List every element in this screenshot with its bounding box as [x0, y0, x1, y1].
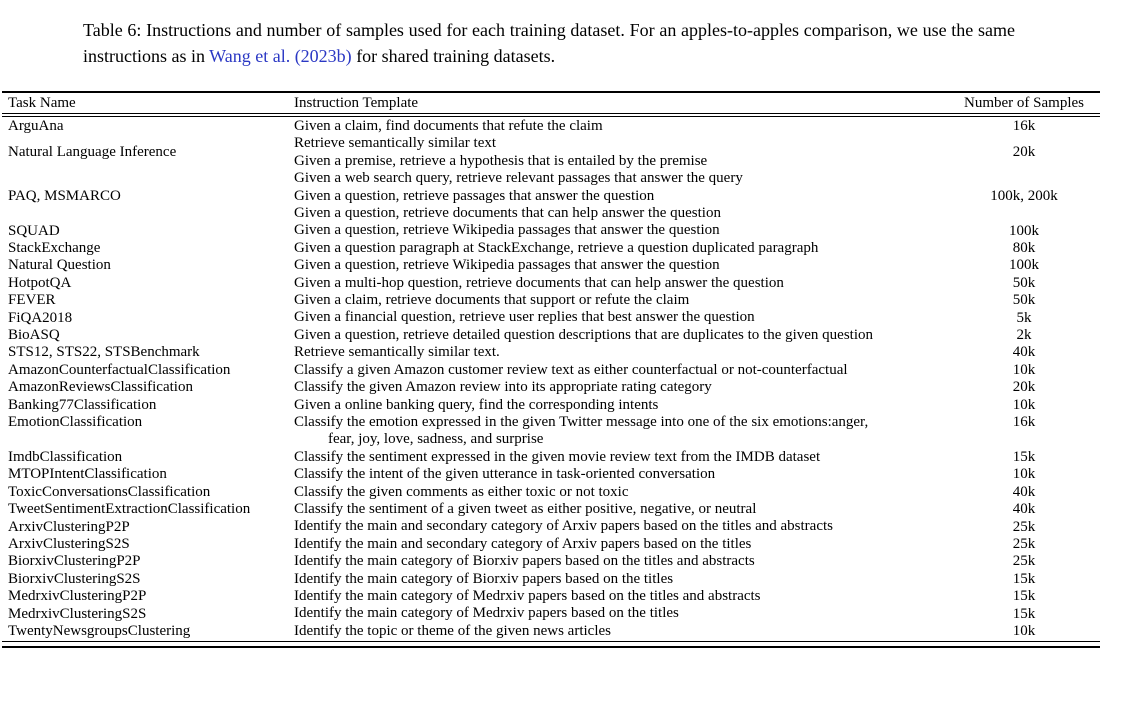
- instruction-line: Given a question, retrieve Wikipedia passages that answer the question: [294, 222, 720, 239]
- instruction-line: Identify the main category of Biorxiv papers based on the titles: [294, 570, 674, 587]
- instruction-cell: [294, 118, 948, 135]
- table-row: [2, 501, 1100, 518]
- instruction-line: Given a question paragraph at StackExchange, retrieve a question duplicated paragraph: [294, 239, 819, 256]
- table-row: [2, 414, 1100, 449]
- samples-cell: 50k: [1012, 292, 1036, 309]
- instruction-line: Identify the topic or theme of the given news articles: [294, 622, 611, 639]
- instruction-line: Given a financial question, retrieve user replies that best answer the question: [294, 309, 755, 326]
- samples-cell: 25k: [1012, 518, 1036, 535]
- table-row: [2, 362, 1100, 379]
- samples-cell: 40k: [1012, 344, 1036, 361]
- table-bottom-rule: [2, 641, 1100, 648]
- instruction-line: Given a claim, retrieve documents that support or refute the claim: [294, 292, 690, 309]
- instruction-cell: [294, 240, 948, 257]
- samples-cell: 16k: [1012, 413, 1036, 430]
- instruction-cell: [294, 222, 948, 239]
- task-name-cell: ArxivClusteringP2P: [8, 518, 130, 535]
- task-name-cell: SQUAD: [8, 222, 60, 239]
- instruction-line: Given a question, retrieve Wikipedia passages that answer the question: [294, 257, 720, 274]
- instruction-line: Classify the given comments as either toxic or not toxic: [294, 483, 629, 500]
- samples-cell: 50k: [1012, 274, 1036, 291]
- table-row: [2, 135, 1100, 170]
- instruction-line: Given a online banking query, find the corresponding intents: [294, 396, 659, 413]
- table-row: [2, 623, 1100, 640]
- instruction-cell: [294, 327, 948, 344]
- instruction-line: Given a claim, find documents that refute the claim: [294, 118, 603, 134]
- table-row: [2, 518, 1100, 535]
- table-row: [2, 240, 1100, 257]
- table-row: [2, 170, 1100, 222]
- samples-cell: 10k: [1012, 622, 1036, 639]
- table-row: [2, 275, 1100, 292]
- instruction-cell: [294, 257, 948, 274]
- samples-cell: 10k: [1012, 361, 1036, 378]
- instruction-cell: [294, 397, 948, 414]
- samples-cell: 40k: [1012, 501, 1036, 518]
- instruction-cell: [294, 484, 948, 501]
- samples-cell: 2k: [1016, 327, 1032, 344]
- table-row: [2, 484, 1100, 501]
- task-name-cell: ArguAna: [8, 118, 64, 135]
- instruction-line: Classify the sentiment of a given tweet as either positive, negative, or neutral: [294, 500, 757, 517]
- task-name-cell: FEVER: [8, 292, 56, 309]
- instruction-line: Identify the main and secondary category of Arxiv papers based on the titles: [294, 535, 752, 552]
- instruction-line: Identify the main and secondary category of Arxiv papers based on the titles and abstracts: [294, 518, 833, 535]
- samples-cell: 100k: [1009, 257, 1039, 274]
- instruction-line: Given a web search query, retrieve relevant passages that answer the query: [294, 170, 743, 187]
- caption-text-before: Table 6: Instructions and number of samples used for each training dataset. For an apples-to-apples comparison, we use the same instructions as in: [83, 20, 1015, 66]
- instruction-line: Given a question, retrieve detailed question descriptions that are duplicates to the given question: [294, 326, 874, 343]
- instruction-line: Given a question, retrieve documents that can help answer the question: [294, 205, 721, 222]
- instruction-line: Given a premise, retrieve a hypothesis that is entailed by the premise: [294, 152, 708, 169]
- instruction-cell: [294, 588, 948, 605]
- instruction-line: fear, joy, love, sadness, and surprise: [328, 431, 544, 448]
- instruction-cell: [294, 536, 948, 553]
- instruction-cell: [294, 170, 948, 222]
- samples-cell: 5k: [1016, 309, 1032, 326]
- table-row: [2, 327, 1100, 344]
- task-name-cell: Natural Question: [8, 257, 111, 274]
- samples-cell: 16k: [1012, 118, 1036, 135]
- samples-cell: 15k: [1012, 448, 1036, 465]
- samples-cell: 15k: [1012, 570, 1036, 587]
- table-row: [2, 553, 1100, 570]
- task-name-cell: MedrxivClusteringS2S: [8, 605, 147, 622]
- instruction-line: Retrieve semantically similar text: [294, 135, 497, 152]
- instruction-line: Classify the emotion expressed in the given Twitter message into one of the six emotions:anger,: [294, 413, 869, 430]
- instruction-cell: [294, 605, 948, 622]
- task-name-cell: PAQ, MSMARCO: [8, 187, 121, 204]
- table-row: [2, 449, 1100, 466]
- samples-cell: 100k, 200k: [990, 187, 1058, 204]
- task-name-cell: BioASQ: [8, 327, 60, 344]
- instruction-cell: [294, 501, 948, 518]
- instruction-cell: [294, 414, 948, 449]
- samples-cell: 80k: [1012, 240, 1036, 257]
- task-name-cell: HotpotQA: [8, 274, 72, 291]
- samples-cell: 40k: [1012, 483, 1036, 500]
- caption-text-after: for shared training datasets.: [351, 46, 556, 66]
- instruction-cell: [294, 518, 948, 535]
- samples-cell: 15k: [1012, 605, 1036, 622]
- task-name-cell: Natural Language Inference: [8, 144, 177, 161]
- instruction-line: Given a multi-hop question, retrieve documents that can help answer the question: [294, 274, 784, 291]
- table-row: [2, 222, 1100, 239]
- task-name-cell: TwentyNewsgroupsClustering: [8, 622, 191, 639]
- samples-cell: 10k: [1012, 396, 1036, 413]
- data-table: [2, 91, 1100, 648]
- task-name-cell: Banking77Classification: [8, 396, 157, 413]
- instruction-line: Classify the sentiment expressed in the given movie review text from the IMDB dataset: [294, 448, 821, 465]
- instruction-cell: [294, 135, 948, 170]
- table-row: [2, 292, 1100, 309]
- instruction-cell: [294, 553, 948, 570]
- citation-link[interactable]: Wang et al. (2023b): [209, 46, 352, 66]
- samples-cell: 15k: [1012, 588, 1036, 605]
- task-name-cell: ToxicConversationsClassification: [8, 483, 211, 500]
- table-row: [2, 257, 1100, 274]
- table-row: [2, 571, 1100, 588]
- samples-cell: 100k: [1009, 222, 1039, 239]
- samples-cell: 10k: [1012, 466, 1036, 483]
- table-caption: [83, 0, 1015, 69]
- instruction-cell: [294, 571, 948, 588]
- instruction-line: Classify the intent of the given utterance in task-oriented conversation: [294, 466, 716, 483]
- samples-cell: 25k: [1012, 535, 1036, 552]
- samples-cell: 20k: [1012, 379, 1036, 396]
- instruction-cell: [294, 344, 948, 361]
- table-row: [2, 118, 1100, 135]
- instruction-cell: [294, 362, 948, 379]
- instruction-cell: [294, 379, 948, 396]
- instruction-cell: [294, 292, 948, 309]
- instruction-line: Given a question, retrieve passages that answer the question: [294, 187, 655, 204]
- instruction-line: Retrieve semantically similar text.: [294, 344, 500, 361]
- instruction-line: Classify a given Amazon customer review text as either counterfactual or not-counterfactual: [294, 361, 848, 378]
- instruction-line: Identify the main category of Medrxiv papers based on the titles: [294, 605, 679, 622]
- instruction-line: Identify the main category of Medrxiv papers based on the titles and abstracts: [294, 587, 761, 604]
- task-name-cell: EmotionClassification: [8, 413, 143, 430]
- task-name-cell: MedrxivClusteringP2P: [8, 588, 147, 605]
- instruction-cell: [294, 449, 948, 466]
- task-name-cell: ArxivClusteringS2S: [8, 535, 130, 552]
- table-row: [2, 309, 1100, 326]
- instruction-cell: [294, 275, 948, 292]
- instruction-cell: [294, 466, 948, 483]
- task-name-cell: ImdbClassification: [8, 448, 123, 465]
- table-row: [2, 379, 1100, 396]
- table-body: [2, 117, 1100, 640]
- instruction-cell: [294, 309, 948, 326]
- table-row: [2, 588, 1100, 605]
- task-name-cell: BiorxivClusteringP2P: [8, 553, 141, 570]
- instruction-line: Identify the main category of Biorxiv papers based on the titles and abstracts: [294, 553, 755, 570]
- table-header-row: [2, 93, 1100, 113]
- header-instruction-template: Instruction Template: [294, 95, 419, 111]
- task-name-cell: BiorxivClusteringS2S: [8, 570, 141, 587]
- task-name-cell: StackExchange: [8, 240, 101, 257]
- instruction-cell: [294, 623, 948, 640]
- instruction-line: Classify the given Amazon review into its appropriate rating category: [294, 379, 712, 396]
- header-task-name: Task Name: [8, 95, 76, 111]
- table-row: [2, 397, 1100, 414]
- task-name-cell: MTOPIntentClassification: [8, 466, 167, 483]
- header-number-of-samples: Number of Samples: [964, 95, 1084, 111]
- task-name-cell: AmazonCounterfactualClassification: [8, 361, 231, 378]
- task-name-cell: STS12, STS22, STSBenchmark: [8, 344, 200, 361]
- table-row: [2, 466, 1100, 483]
- task-name-cell: TweetSentimentExtractionClassification: [8, 501, 251, 518]
- samples-cell: 20k: [1012, 144, 1036, 161]
- task-name-cell: AmazonReviewsClassification: [8, 379, 193, 396]
- table-row: [2, 536, 1100, 553]
- table-row: [2, 605, 1100, 622]
- table-row: [2, 344, 1100, 361]
- task-name-cell: FiQA2018: [8, 309, 73, 326]
- samples-cell: 25k: [1012, 553, 1036, 570]
